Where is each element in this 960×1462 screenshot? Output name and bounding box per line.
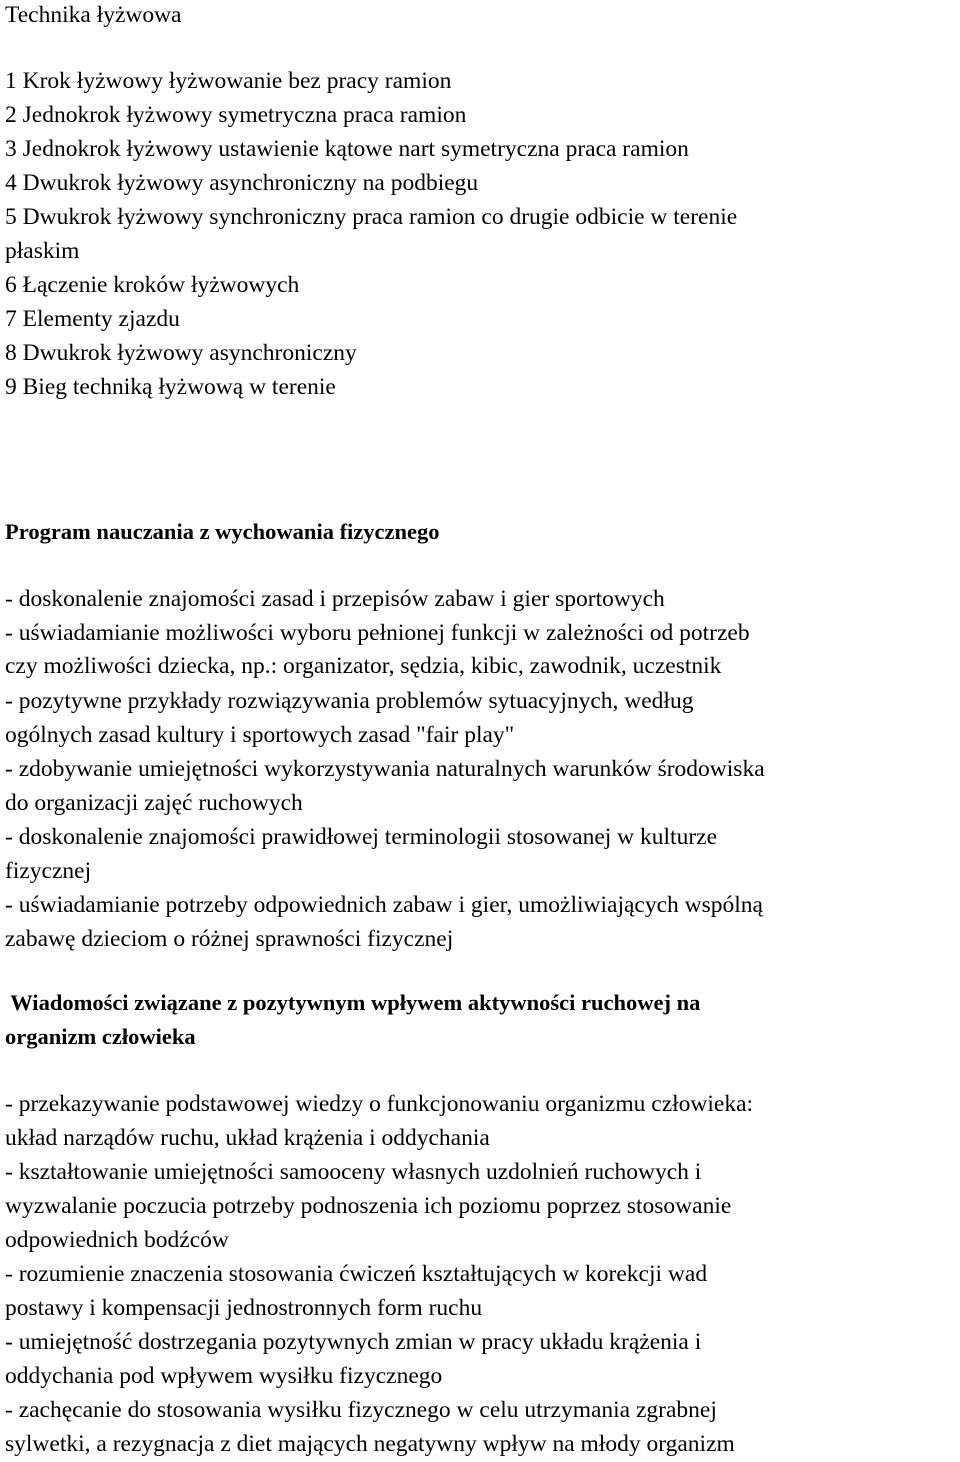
section-heading-wiadomosci-cont: organizm człowieka bbox=[5, 1024, 196, 1049]
text-line: fizycznej bbox=[5, 858, 92, 884]
section-heading-wiadomosci: Wiadomości związane z pozytywnym wpływem aktywności ruchowej na bbox=[5, 990, 701, 1015]
text-line: - przekazywanie podstawowej wiedzy o funkcjonowaniu organizmu człowieka: bbox=[5, 1091, 754, 1117]
list-item: płaskim bbox=[5, 238, 80, 264]
text-line: - kształtowanie umiejętności samooceny własnych uzdolnień ruchowych i bbox=[5, 1159, 702, 1185]
text-line: - zachęcanie do stosowania wysiłku fizycznego w celu utrzymania zgrabnej bbox=[5, 1397, 717, 1423]
text-line: wyzwalanie poczucia potrzeby podnoszenia ich poziomu poprzez stosowanie bbox=[5, 1193, 732, 1219]
list-item: 7 Elementy zjazdu bbox=[5, 306, 180, 332]
text-line: - rozumienie znaczenia stosowania ćwiczeń kształtujących w korekcji wad bbox=[5, 1261, 708, 1287]
text-line: zabawę dzieciom o różnej sprawności fizycznej bbox=[5, 926, 454, 952]
list-item: 4 Dwukrok łyżwowy asynchroniczny na podbiegu bbox=[5, 170, 479, 196]
list-item: 6 Łączenie kroków łyżwowych bbox=[5, 272, 300, 298]
text-line: sylwetki, a rezygnacja z diet mających negatywny wpływ na młody organizm bbox=[5, 1431, 735, 1457]
text-line: - zdobywanie umiejętności wykorzystywania naturalnych warunków środowiska bbox=[5, 756, 765, 782]
list-item: 1 Krok łyżwowy łyżwowanie bez pracy ramion bbox=[5, 68, 452, 94]
text-line: - umiejętność dostrzegania pozytywnych zmian w pracy układu krążenia i bbox=[5, 1329, 702, 1355]
list-item: 5 Dwukrok łyżwowy synchroniczny praca ramion co drugie odbicie w terenie bbox=[5, 204, 738, 230]
text-line: układ narządów ruchu, układ krążenia i oddychania bbox=[5, 1125, 490, 1151]
text-line: do organizacji zajęć ruchowych bbox=[5, 790, 303, 816]
text-line: ogólnych zasad kultury i sportowych zasad "fair play" bbox=[5, 722, 515, 748]
text-line: - doskonalenie znajomości prawidłowej terminologii stosowanej w kulturze bbox=[5, 824, 718, 850]
list-item: 3 Jednokrok łyżwowy ustawienie kątowe nart symetryczna praca ramion bbox=[5, 136, 689, 162]
text-line: oddychania pod wpływem wysiłku fizycznego bbox=[5, 1363, 443, 1389]
text-line: czy możliwości dziecka, np.: organizator, sędzia, kibic, zawodnik, uczestnik bbox=[5, 653, 722, 679]
section-title-technika: Technika łyżwowa bbox=[5, 2, 182, 28]
text-line: - uświadamianie potrzeby odpowiednich zabaw i gier, umożliwiających wspólną bbox=[5, 892, 763, 918]
text-line: - uświadamianie możliwości wyboru pełnionej funkcji w zależności od potrzeb bbox=[5, 620, 750, 646]
text-line: - doskonalenie znajomości zasad i przepisów zabaw i gier sportowych bbox=[5, 586, 665, 612]
list-item: 8 Dwukrok łyżwowy asynchroniczny bbox=[5, 340, 357, 366]
text-line: odpowiednich bodźców bbox=[5, 1227, 229, 1253]
list-item: 2 Jednokrok łyżwowy symetryczna praca ramion bbox=[5, 102, 467, 128]
list-item: 9 Bieg techniką łyżwową w terenie bbox=[5, 374, 336, 400]
section-heading-program: Program nauczania z wychowania fizycznego bbox=[5, 519, 440, 544]
text-line: - pozytywne przykłady rozwiązywania problemów sytuacyjnych, według bbox=[5, 688, 694, 714]
text-line: postawy i kompensacji jednostronnych form ruchu bbox=[5, 1295, 483, 1321]
